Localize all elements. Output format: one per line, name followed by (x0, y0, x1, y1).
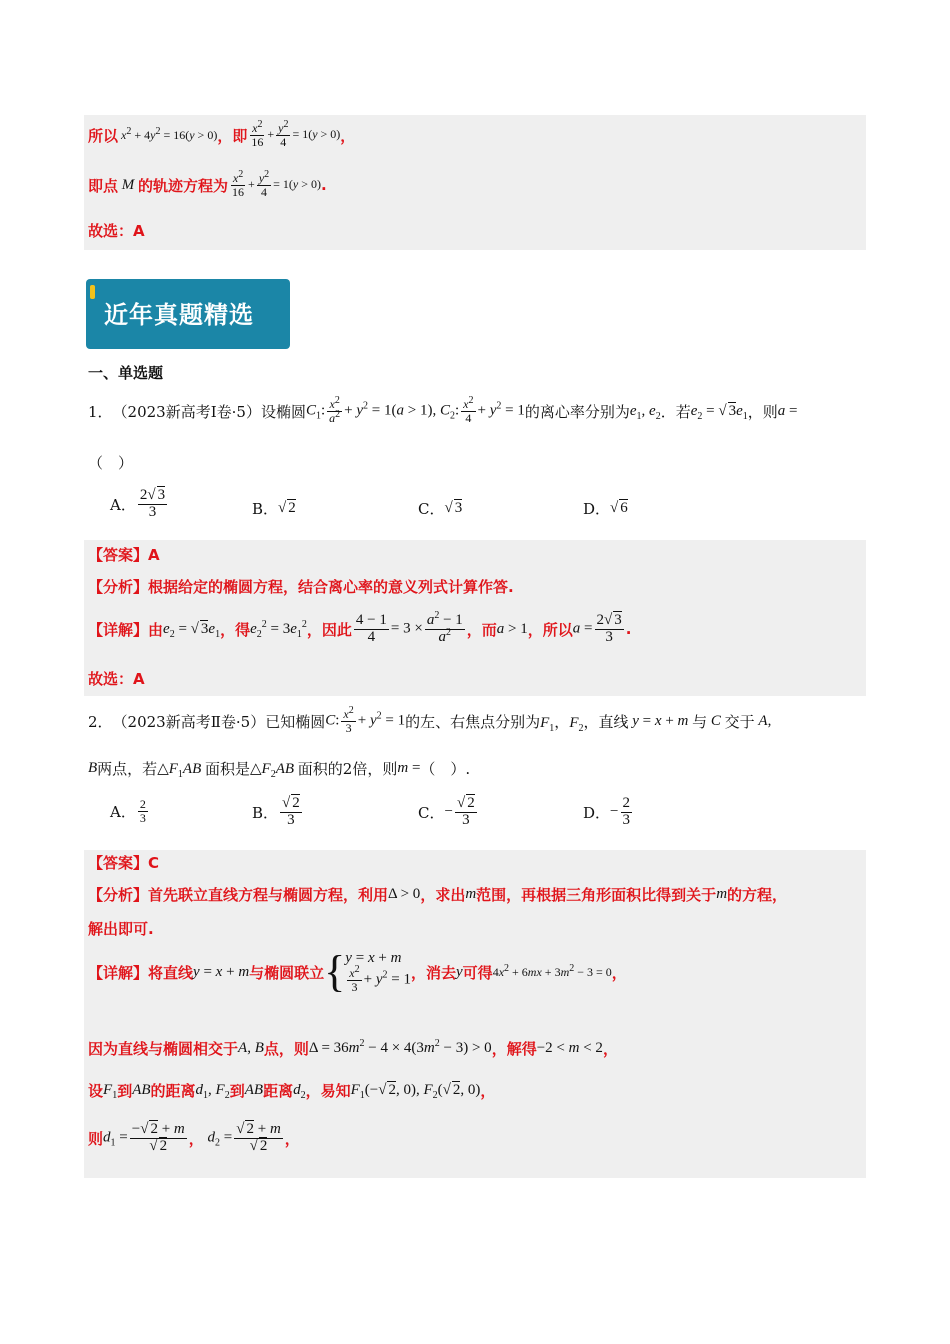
text: 的离心率分别为 (524, 402, 630, 421)
eq: $e_1$, $e_2$ (629, 402, 661, 422)
q2-line-c: 设 $F_1$ 到 AB 的距离 $d_1$, $F_2$ 到 AB 距离 $d_2$ ，易知 $F_1(-√$ 2, 0), $F_2(√$ 2, 0) ， (88, 1080, 495, 1101)
text: ，解得 (491, 1040, 537, 1058)
eq: $\triangle F_1AB$ (157, 761, 202, 780)
text: 面积是 (204, 760, 250, 778)
q2-stem (88, 705, 772, 735)
q1-option-d[interactable] (583, 498, 628, 519)
eq: a = $\frac{2√ 3}{3}$ (573, 613, 626, 646)
text: ，求出 (420, 886, 466, 904)
eq: A, B (238, 1040, 264, 1056)
text: ，即 (217, 126, 248, 145)
eq: −2 < m < 2 (536, 1040, 603, 1056)
q2-number: 2． (88, 712, 113, 731)
text: 面积的2倍，则 (297, 760, 398, 778)
option-value: − $\frac{2}{3}$ (610, 795, 630, 828)
eq: m = (397, 760, 421, 776)
text: ，直线 (583, 712, 629, 731)
option-label: D． (583, 500, 611, 518)
q2-ellipse: C: $\frac{x^2}{3}$ + $y^2 = 1$ (325, 705, 406, 735)
q2-stem-2 (88, 758, 470, 779)
var-m: M (121, 176, 135, 193)
eq: $\frac{4 - 1}{4}$ = 3 × $\frac{a^2 - 1}{a^2}$ (355, 610, 463, 645)
tag: 【分析】 (88, 886, 149, 904)
q1-paren: （ ） (88, 454, 134, 472)
text: ，因此 (306, 620, 352, 639)
tag: 【详解】 (88, 963, 149, 982)
option-label: B． (252, 500, 279, 518)
q2-line-b: 因为直线与椭圆相交于 A, B 点，则 $\Delta = 36m^2 - 4 \times 4(3m^2 - 3) > 0$ ，解得 −2 < m < 2 ， (88, 1038, 618, 1058)
text: 设 (88, 1082, 104, 1100)
equation: $\frac{x^2}{16}$ + $\frac{y^2}{4}$ = 1(y > 0) (251, 119, 341, 149)
eq: $\triangle F_2AB$ (250, 761, 295, 780)
option-label: C． (418, 500, 445, 518)
option-value: $\frac{2√ 3}{3}$ (136, 488, 169, 521)
eq: C (710, 712, 721, 729)
q1-source: （2023新高考Ⅰ卷·5）设椭圆 (112, 402, 306, 421)
equation: $x^2 + 4y^2 = 16(y > 0)$ (121, 125, 218, 142)
eq: $F_1$ (103, 1082, 118, 1101)
q2-option-c[interactable] (418, 796, 479, 829)
q1-option-c[interactable] (418, 498, 462, 519)
section-banner (86, 279, 290, 349)
solution-line-2: 即点 M 的轨迹方程为 $\frac{x^2}{16}$ + $\frac{y^2}{4}$ = 1(y > 0) . (88, 169, 327, 199)
eq: B (88, 760, 98, 776)
option-label: B． (252, 803, 279, 822)
option-label: A． (110, 802, 136, 821)
option-label: D． (583, 803, 611, 822)
q1-analysis (88, 576, 514, 597)
text: 的方程， (727, 886, 788, 904)
eq: $F_1(-√$ 2, 0), $F_2(√$ 2, 0) (351, 1082, 481, 1099)
text: 的距离 (150, 1082, 196, 1100)
text: ，所以 (527, 620, 573, 639)
option-label: C． (418, 803, 445, 822)
option-value: √ $\frac{2}{3}$ (278, 796, 304, 829)
eq: $F_1$，$F_2$ (540, 714, 584, 734)
system: { y = x + m $\frac{x^2}{3}$ + $y^2 = 1$ (324, 947, 411, 996)
q1-option-a[interactable] (110, 488, 169, 521)
tag: 【详解】 (88, 620, 149, 639)
equation: $\frac{x^2}{16}$ + $\frac{y^2}{4}$ = 1(y > 0) (232, 169, 321, 199)
eq: m (465, 886, 477, 902)
eq: a = (777, 402, 798, 419)
eq: $\Delta = 36m^2 - 4 \times 4(3m^2 - 3) > 0$ (308, 1038, 492, 1056)
q1-answer: 【答案】A (88, 546, 160, 564)
text: ，则 (747, 402, 778, 421)
eq: $4x^2 + 6mx + 3m^2 - 3 = 0$ (492, 962, 612, 979)
eq: $d_2$ = √ 2 + m √ 2 (204, 1122, 285, 1155)
eq: $e_2$ = √ $3e_1$ (163, 621, 220, 638)
eq: $d_1$ = −√ 2 + m √ 2 (103, 1122, 189, 1155)
text: 与椭圆联立 (249, 963, 325, 982)
eq: $e_2$ = √ $3e_1$ (691, 403, 748, 420)
text: 距离 (263, 1082, 294, 1100)
text: 交于 (724, 712, 755, 731)
text: （ ）. (420, 760, 471, 778)
option-value: $\frac{2}{3}$ (139, 797, 146, 825)
q2-option-a[interactable] (110, 798, 150, 824)
text: 将直线 (148, 963, 194, 982)
text: 由 (148, 620, 164, 639)
option-label: A． (110, 495, 136, 514)
eq: $e_2^2 = 3e_1^2$ (250, 618, 307, 640)
option-value: √ 6 (610, 500, 628, 517)
eq: Δ > 0 (388, 886, 421, 902)
q1-detail: 【详解】 由 $e_2$ = √ $3e_1$ ，得 $e_2^2 = 3e_1^2$ ，因此 $\frac{4 - 1}{4}$ = 3 × $\frac{a^2 - 1}{a^2}$ ，而 a > 1 ，所以 a = $\frac{2√ 3}{3}$ . (88, 613, 631, 646)
q1-choice: 故选：A (88, 670, 145, 688)
text: 即点 (88, 176, 119, 195)
text: 所以 (88, 126, 119, 145)
q1-stem (88, 395, 798, 425)
text: 到 (229, 1082, 245, 1100)
option-value: − √ $\frac{2}{3}$ (444, 796, 478, 829)
q2-answer: 【答案】C (88, 854, 160, 872)
solution-line-1: 所以 $x^2 + 4y^2 = 16(y > 0)$ ，即 $\frac{x^2}{16}$ + $\frac{y^2}{4}$ = 1(y > 0) ， (88, 119, 356, 149)
q2-analysis (88, 884, 787, 905)
text: 两点，若 (97, 760, 158, 778)
section-heading: 一、单选题 (88, 364, 164, 382)
eq: a > 1 (496, 620, 528, 637)
q1-option-b[interactable] (252, 498, 296, 519)
text: 与 (692, 712, 708, 731)
text: ，消去 (410, 963, 456, 982)
q2-detail: 【详解】 将直线 y = x + m 与椭圆联立 { y = x + m $\frac{x^2}{3}$ + $y^2 = 1$ ，消去 y 可得 $4x^2 + 6mx + 3m^2 - 3 = 0$ ， (88, 947, 627, 996)
eq: y = x + m (193, 963, 250, 980)
text: 到 (117, 1082, 133, 1100)
text: 根据给定的椭圆方程，结合离心率的意义列式计算作答. (148, 578, 514, 596)
banner-accent (90, 285, 95, 299)
top-choice: 故选：A (88, 222, 145, 240)
option-value: √ 3 (444, 500, 462, 517)
eq: $d_2$ (293, 1082, 306, 1101)
tag: 【分析】 (88, 578, 149, 596)
text: 范围，再根据三角形面积比得到关于 (476, 886, 717, 904)
text: 的轨迹方程为 (138, 176, 229, 195)
eq: y (456, 963, 463, 980)
q2-line-d: 则 $d_1$ = −√ 2 + m √ 2 ， $d_2$ = √ 2 + m √ 2 ， (88, 1122, 300, 1155)
text: 首先联立直线方程与椭圆方程，利用 (148, 886, 389, 904)
eq: y = x + m (632, 712, 689, 729)
text: ，得 (220, 620, 251, 639)
text: ，而 (466, 620, 497, 639)
text: ，易知 (305, 1082, 351, 1100)
text: 点，则 (263, 1040, 309, 1058)
banner-title: 近年真题精选 (104, 301, 254, 329)
text: 可得 (462, 963, 493, 982)
eq: $d_1$, $F_2$ (195, 1082, 230, 1101)
q1-ellipses: $C_1$: $\frac{x^2}{a^2}$ + $y^2 = 1(a > 1)$, $C_2$: $\frac{x^2}{4}$ + $y^2 = 1$ (305, 395, 525, 425)
eq: A, (758, 712, 772, 729)
text: 的左、右焦点分别为 (405, 712, 541, 731)
q2-option-b[interactable] (252, 796, 304, 829)
q2-source: （2023新高考Ⅱ卷·5）已知椭圆 (112, 712, 326, 731)
q1-number: 1． (88, 402, 113, 421)
text: 则 (88, 1129, 104, 1148)
option-value: √ 2 (278, 500, 296, 517)
eq: AB (132, 1082, 151, 1098)
text: ．若 (660, 402, 691, 421)
text: 因为直线与椭圆相交于 (88, 1040, 239, 1058)
eq: m (716, 886, 728, 902)
q2-option-d[interactable] (583, 796, 634, 829)
q2-analysis-2: 解出即可. (88, 920, 154, 938)
eq: AB (244, 1082, 264, 1098)
